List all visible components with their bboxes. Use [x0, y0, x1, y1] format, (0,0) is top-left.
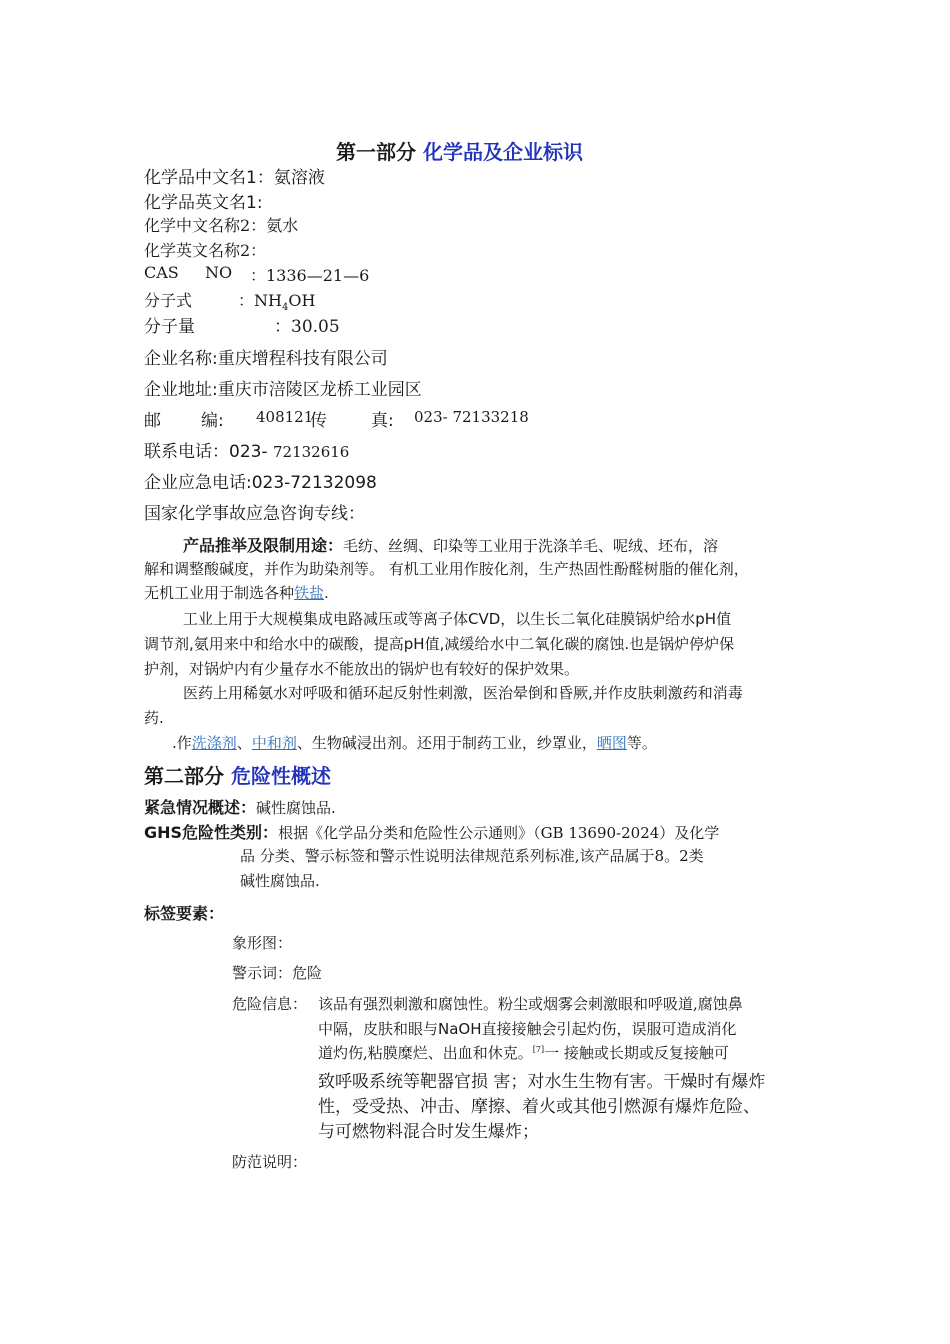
postcode-value: 408121: [256, 408, 314, 426]
formula-label: 分子式: [144, 291, 193, 310]
uses-p4-d: 等。: [626, 734, 657, 752]
phone-label: 联系电话：023-: [144, 442, 268, 462]
uses-p3-l2: 药.: [144, 709, 164, 727]
formula-nh: NH: [254, 291, 282, 310]
hazard-info-l3: [318, 1042, 729, 1063]
blueprint-link[interactable]: 晒图: [596, 734, 627, 752]
uses-p2-l2: 调节剂,氨用来中和给水中的碳酸，提高pH值,减缓给水中二氧化碳的腐蚀.也是锅炉停炉保: [144, 635, 735, 653]
company-name: 企业名称:重庆增程科技有限公司: [144, 349, 388, 369]
phone-value: 72132616: [273, 443, 350, 461]
formula-subscript: 4: [281, 302, 289, 314]
ghs-label: GHS危险性类别：: [144, 823, 279, 842]
cn-name1-row: [144, 163, 325, 188]
emergency-overview-label: 紧急情况概述：: [144, 798, 257, 817]
iron-salt-link[interactable]: 铁盐: [294, 584, 325, 602]
cn-name2-value: 氨水: [266, 216, 299, 235]
cas-row: [144, 263, 384, 285]
mw-value: ：30.05: [274, 317, 340, 337]
cn-name1-label: 化学品中文名1：: [144, 168, 274, 188]
pictogram-label: 象形图：: [232, 934, 293, 952]
part1-heading: [336, 136, 583, 165]
signal-word-value: 危险: [292, 964, 323, 982]
hazard-info-l2: 中隔，皮肤和眼与NaOH直接接触会引起灼伤，误服可造成消化: [318, 1020, 737, 1038]
signal-word-row: [232, 962, 322, 983]
hazard-info-l3-b: 一 接触或长期或反复接触可: [544, 1044, 729, 1062]
detergent-link[interactable]: 洗涤剂: [191, 734, 237, 752]
part1-prefix: 第一部分: [336, 140, 416, 164]
formula-value: [238, 288, 315, 313]
uses-p2-l1: 工业上用于大规模集成电路减压或等离子体CVD，以生长二氧化硅膜锅炉给水pH值: [183, 610, 732, 628]
uses-p4: [172, 732, 657, 753]
en-name1-label: 化学品英文名1:: [144, 193, 263, 213]
phone-row: [144, 437, 349, 462]
label-elements-heading: 标签要素：: [144, 904, 225, 923]
uses-p1-l3: [144, 582, 329, 603]
uses-p2-l3: 护剂，对锅炉内有少量存水不能放出的锅炉也有较好的保护效果。: [144, 660, 580, 678]
hazard-info-l4: 致呼吸系统等靶器官损 害；对水生生物有害。干燥时有爆炸: [318, 1072, 766, 1092]
national-hotline: 国家化学事故应急咨询专线：: [144, 504, 365, 524]
uses-p1-l2: 解和调整酸碱度，并作为助染剂等。 有机工业用作胺化剂，生产热固性酚醛树脂的催化剂，: [144, 560, 749, 578]
part2-title: 危险性概述: [230, 764, 331, 788]
fax-label-a: 传: [310, 411, 327, 431]
formula-sep: ：: [238, 291, 255, 310]
emergency-phone: 企业应急电话:023-72132098: [144, 473, 377, 493]
cn-name2-row: [144, 213, 298, 236]
formula-oh: OH: [288, 291, 316, 310]
cas-value: ：1336—21—6: [250, 266, 370, 285]
uses-label: 产品推举及限制用途：: [183, 536, 344, 555]
uses-p1-l3-text: 无机工业用于制选各种: [144, 584, 295, 602]
hazard-info-l1: 该品有强烈刺激和腐蚀性。粉尘或烟雾会刺激眼和呼吸道,腐蚀鼻: [318, 995, 743, 1013]
emergency-overview-row: [144, 795, 336, 818]
postcode-label-a: 邮: [144, 411, 161, 431]
emergency-overview-value: 碱性腐蚀品.: [256, 799, 336, 817]
uses-p1-l3-end: .: [324, 584, 329, 602]
signal-word-label: 警示词：: [232, 964, 293, 982]
ghs-line1: 根据《化学品分类和危险性公示通则》（GB 13690-2024）及化学: [278, 824, 720, 842]
hazard-info-l5: 性，受受热、冲击、摩擦、着火或其他引燃源有爆炸危险、: [318, 1097, 760, 1117]
cn-name2-label: 化学中文名称2：: [144, 216, 267, 235]
part2-heading: [144, 760, 331, 789]
uses-p1-l1: 毛纺、丝绸、印染等工业用于洗涤羊毛、呢绒、坯布，溶: [343, 537, 719, 555]
fax-value: 023- 72133218: [414, 408, 529, 426]
mw-row: [144, 312, 404, 336]
hazard-info-label: 危险信息：: [232, 995, 308, 1013]
cas-no-label: NO: [205, 263, 233, 282]
part2-prefix: 第二部分: [144, 764, 224, 788]
ghs-row: [144, 820, 719, 843]
postcode-label-b: 编:: [201, 411, 224, 431]
ghs-line3: 碱性腐蚀品.: [240, 872, 320, 890]
en-name2-row: [144, 238, 266, 261]
postcode-fax-row: [144, 406, 564, 430]
cas-label: CAS: [144, 263, 179, 282]
fax-label-b: 真:: [371, 411, 394, 431]
uses-line1: [183, 533, 718, 556]
hazard-info-l6: 与可燃物料混合时发生爆炸；: [318, 1122, 539, 1142]
reference-superscript: [7]: [532, 1045, 545, 1054]
ghs-line2: 品 分类、警示标签和警示性说明法律规范系列标准,该产品属于8。2类: [240, 847, 704, 865]
cn-name1-value: 氨溶液: [273, 168, 325, 188]
uses-p4-b: 、: [236, 734, 252, 752]
en-name1-row: [144, 188, 263, 213]
uses-p4-c: 、生物碱浸出剂。还用于制药工业，纱罩业，: [296, 734, 597, 752]
prevention-label: 防范说明：: [232, 1153, 308, 1171]
company-address: 企业地址:重庆市涪陵区龙桥工业园区: [144, 380, 422, 400]
part1-title: 化学品及企业标识: [422, 140, 583, 164]
formula-row: [144, 288, 384, 314]
neutralizer-link[interactable]: 中和剂: [251, 734, 297, 752]
hazard-info-l3-a: 道灼伤,粘膜糜烂、出血和休克。: [318, 1044, 533, 1062]
en-name2-label: 化学英文名称2：: [144, 241, 267, 260]
mw-label: 分子量: [144, 317, 195, 337]
uses-p4-a: .作: [172, 734, 192, 752]
uses-p3-l1: 医药上用稀氨水对呼吸和循环起反射性刺激，医治晕倒和昏厥,并作皮肤刺激药和消毒: [183, 684, 743, 702]
